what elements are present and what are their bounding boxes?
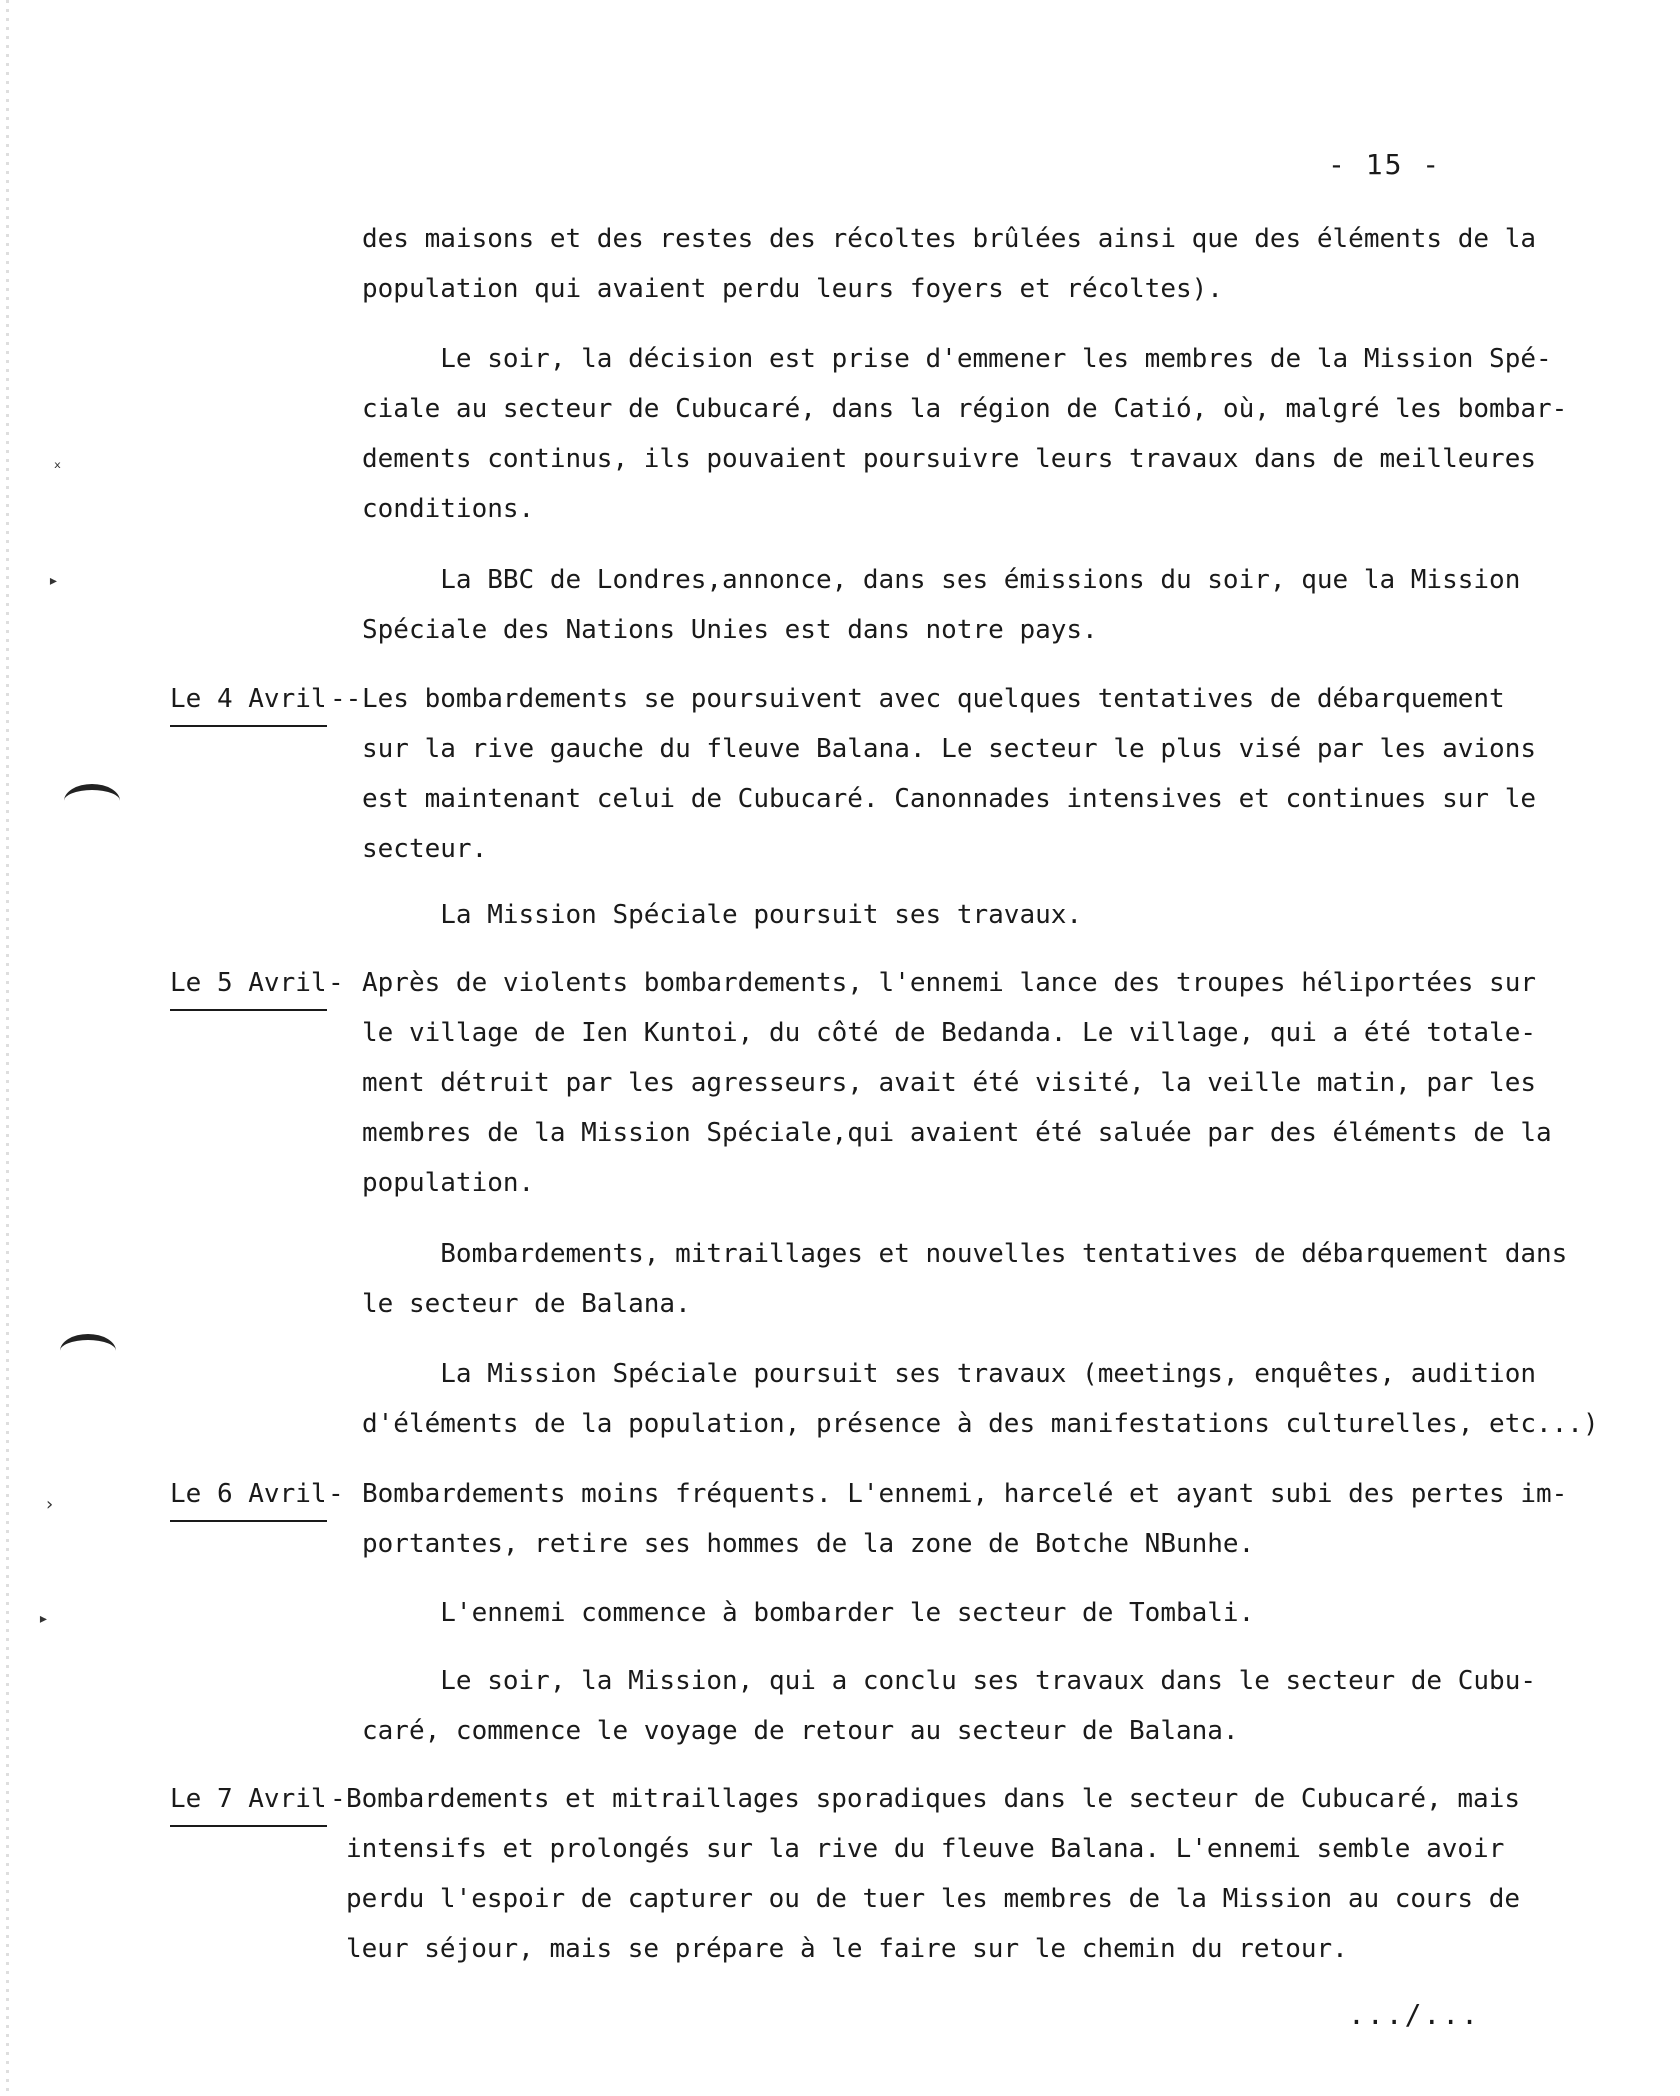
date-separator: -- — [330, 684, 362, 714]
paragraph-line: caré, commence le voyage de retour au secteur de Balana. — [362, 1716, 1239, 1746]
paragraph-line: Le soir, la Mission, qui a conclu ses travaux dans le secteur de Cubu- — [362, 1666, 1536, 1696]
paragraph-line: le village de Ien Kuntoi, du côté de Bedanda. Le village, qui a été totale- — [362, 1018, 1536, 1048]
paragraph-line: des maisons et des restes des récoltes brûlées ainsi que des éléments de la — [362, 224, 1536, 254]
margin-mark: ▸ — [38, 1608, 49, 1629]
punch-hole-mark — [60, 1334, 116, 1368]
paragraph-line: Spéciale des Nations Unies est dans notre pays. — [362, 615, 1098, 645]
paragraph-line: est maintenant celui de Cubucaré. Canonnades intensives et continues sur le — [362, 784, 1536, 814]
margin-mark: ˣ — [52, 458, 63, 479]
paragraph-line: intensifs et prolongés sur la rive du fleuve Balana. L'ennemi semble avoir — [346, 1834, 1505, 1864]
date-label: Le 5 Avril — [170, 958, 327, 1011]
paragraph-line: La Mission Spéciale poursuit ses travaux (meetings, enquêtes, audition — [362, 1359, 1536, 1389]
paragraph-line: ciale au secteur de Cubucaré, dans la région de Catió, où, malgré les bombar- — [362, 394, 1568, 424]
margin-mark: ▸ — [48, 570, 59, 591]
paragraph-line: membres de la Mission Spéciale,qui avaient été saluée par des éléments de la — [362, 1118, 1552, 1148]
paragraph-line: La BBC de Londres,annonce, dans ses émissions du soir, que la Mission — [362, 565, 1521, 595]
paragraph-line: La Mission Spéciale poursuit ses travaux. — [362, 900, 1083, 930]
paragraph-line: L'ennemi commence à bombarder le secteur de Tombali. — [362, 1598, 1255, 1628]
date-label: Le 7 Avril — [170, 1774, 327, 1827]
date-label: Le 6 Avril — [170, 1469, 327, 1522]
paragraph-line: Les bombardements se poursuivent avec quelques tentatives de débarquement — [362, 684, 1505, 714]
continuation-mark: .../... — [1348, 1998, 1481, 2031]
paragraph-line: portantes, retire ses hommes de la zone de Botche NBunhe. — [362, 1529, 1255, 1559]
paragraph-line: ment détruit par les agresseurs, avait été visité, la veille matin, par les — [362, 1068, 1536, 1098]
paragraph-line: Bombardements moins fréquents. L'ennemi, harcelé et ayant subi des pertes im- — [362, 1479, 1568, 1509]
margin-mark: › — [44, 1494, 55, 1515]
punch-hole-mark — [64, 784, 120, 818]
paragraph-line: perdu l'espoir de capturer ou de tuer les membres de la Mission au cours de — [346, 1884, 1520, 1914]
paragraph-line: population. — [362, 1168, 535, 1198]
paragraph-line: Bombardements, mitraillages et nouvelles tentatives de débarquement dans — [362, 1239, 1568, 1269]
paragraph-line: Après de violents bombardements, l'ennemi lance des troupes héliportées sur — [362, 968, 1536, 998]
binding-edge — [6, 0, 9, 2096]
paragraph-line: sur la rive gauche du fleuve Balana. Le secteur le plus visé par les avions — [362, 734, 1536, 764]
date-label: Le 4 Avril — [170, 674, 327, 727]
paragraph-line: dements continus, ils pouvaient poursuivre leurs travaux dans de meilleures — [362, 444, 1536, 474]
paragraph-line: population qui avaient perdu leurs foyers et récoltes). — [362, 274, 1223, 304]
paragraph-line: d'éléments de la population, présence à des manifestations culturelles, etc...) — [362, 1409, 1599, 1439]
date-separator: - — [328, 968, 360, 998]
date-separator: - — [330, 1784, 346, 1814]
paragraph-line: le secteur de Balana. — [362, 1289, 691, 1319]
paragraph-line: leur séjour, mais se prépare à le faire sur le chemin du retour. — [346, 1934, 1348, 1964]
date-separator: - — [328, 1479, 360, 1509]
paragraph-line: conditions. — [362, 494, 535, 524]
paragraph-line: Bombardements et mitraillages sporadiques dans le secteur de Cubucaré, mais — [346, 1784, 1520, 1814]
paragraph-line: secteur. — [362, 834, 488, 864]
page-number: - 15 - — [1328, 148, 1442, 181]
paragraph-line: Le soir, la décision est prise d'emmener les membres de la Mission Spé- — [362, 344, 1552, 374]
